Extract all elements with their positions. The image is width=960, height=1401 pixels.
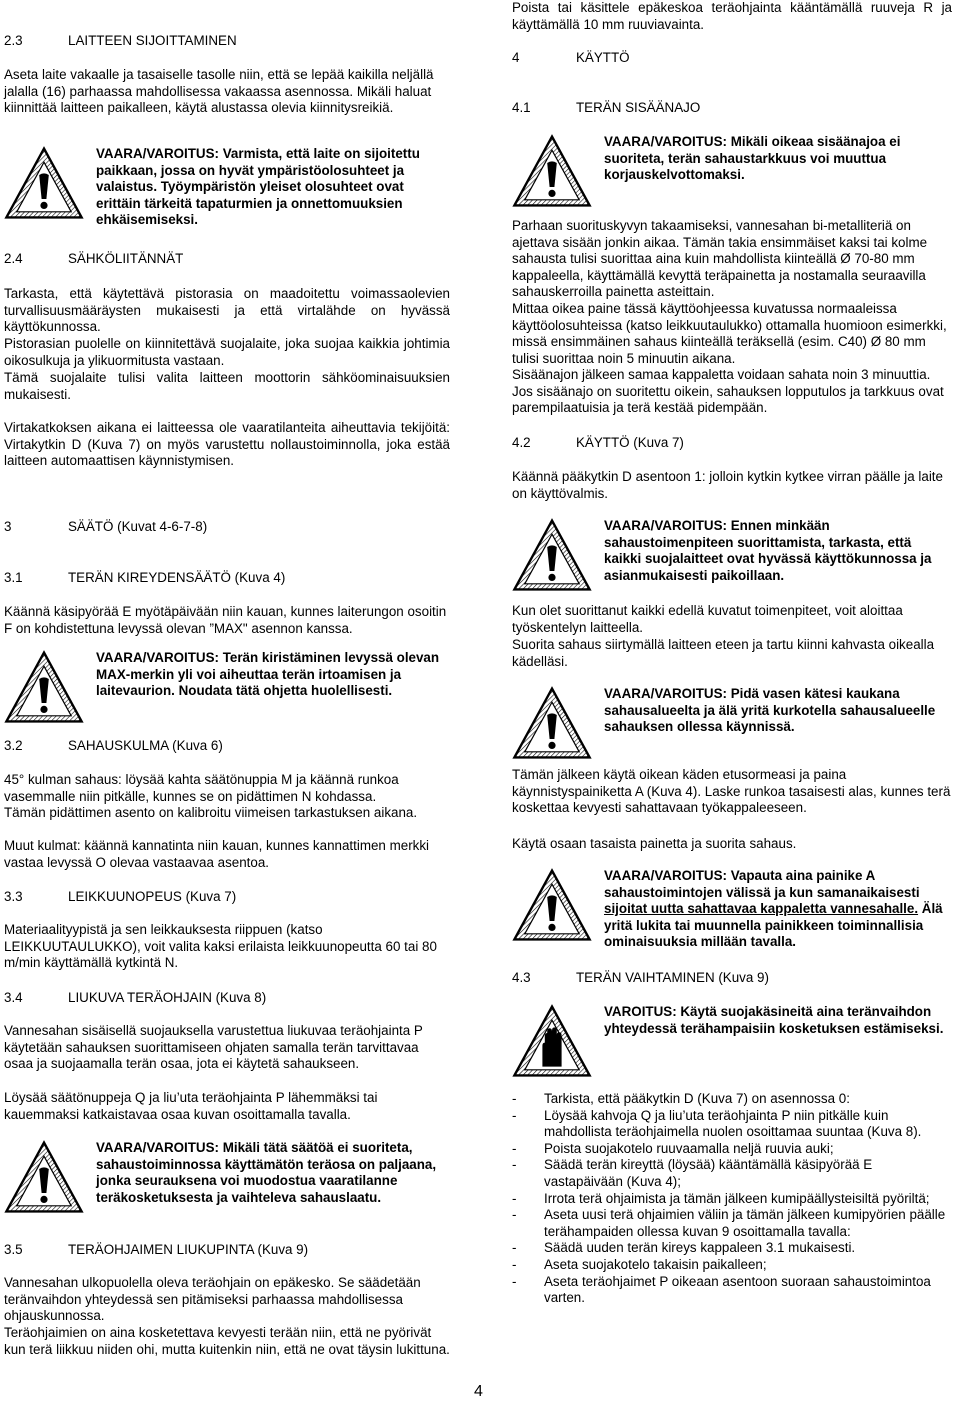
- paragraph: Vannesahan ulkopuolella oleva teräohjain on epäkesko. Se säädetään teränvaihdon yhteydessä sen pitämiseksi parhaassa mahdollisessa ohjauskunnossa.: [4, 1275, 421, 1324]
- warning-text: VAARA/VAROITUS: Mikäli oikeaa sisäänajoa ei suoriteta, terän sahaustarkkuus voi muuttua korjauskelvottomaksi.: [604, 134, 901, 183]
- list-item: - Aseta teräohjaimet P oikeaan asentoon suoraan sahaustoimintoa varten.: [512, 1274, 952, 1307]
- heading-4: 4 KÄYTTÖ: [512, 50, 630, 65]
- paragraph: Tämä suojalaite tulisi valita laitteen moottorin sähköominaisuuksien mukaisesti.: [4, 370, 450, 402]
- heading-3-3: 3.3 LEIKKUUNOPEUS (Kuva 7): [4, 889, 237, 904]
- warning-block: [4, 146, 450, 236]
- paragraph: Löysää säätönuppeja Q ja liu’uta teräohjainta P lähemmäksi tai kauemmaksi katkaistavaa osaa kuvan osoittamalla tavalla.: [4, 1090, 378, 1122]
- paragraph: Sisäänajon jälkeen samaa kappaletta voidaan sahata noin 3 minuuttia. Jos sisäänajo on suoritettu oikein, sahauksen lopputulos ja tarkkuus ovat parempilaatuisia ja terä kestää pidempään.: [512, 367, 944, 416]
- heading-2-4: 2.4 SÄHKÖLIITÄNNÄT: [4, 251, 184, 266]
- blade-change-steps: [512, 1091, 952, 1307]
- warning-block: [4, 1140, 450, 1230]
- heading-4-2: 4.2 KÄYTTÖ (Kuva 7): [512, 435, 684, 450]
- warning-text: VAARA/VAROITUS: Terän kiristäminen levyssä olevan MAX-merkin yli voi aiheuttaa terän irtoamisen ja laitevaurion. Noudata tätä ohjetta huolellisesti.: [96, 650, 440, 699]
- warning-block: [512, 518, 952, 592]
- warning-text: VAROITUS: Käytä suojakäsineitä aina teränvaihdon yhteydessä terähampaisiin kosketuksen estämiseksi.: [604, 1004, 944, 1036]
- paragraph: Tarkasta, että käytettävä pistorasia on maadoitettu voimassaolevien turvallisuusmääräysten mukaisesti ja että virtalähde on hyvässä käyttökunnossa.: [4, 286, 450, 335]
- warning-icon: [4, 1140, 84, 1214]
- paragraph: Materiaalityypistä ja sen leikkauksesta riippuen (katso LEIKKUUTAULUKKO), voit valita kaksi erilaista leikkuunopeutta 60 tai 80 m/min käyttämällä kytkintä N.: [4, 922, 437, 971]
- warning-block: [512, 134, 952, 208]
- paragraph: Aseta laite vakaalle ja tasaiselle tasolle niin, että se lepää kaikilla neljällä jalalla (16) parhaassa mahdollisessa vakaassa asennossa. Mikäli haluat kiinnittää laitteen paikalleen, käytä alustassa olevia kiinnitysreikiä.: [4, 67, 434, 116]
- paragraph: Kun olet suorittanut kaikki edellä kuvatut toimenpiteet, voit aloittaa työskentelyn laitteella.: [512, 603, 903, 635]
- warning-text: VAARA/VAROITUS: Pidä vasen kätesi kaukana sahausalueelta ja älä yritä kurkotella sahausalueelle sahauksen ollessa käynnissä.: [604, 686, 936, 735]
- warning-icon: [512, 134, 592, 208]
- paragraph: Käännä pääkytkin D asentoon 1: jolloin kytkin kytkee virran päälle ja laite on käyttövalmis.: [512, 469, 943, 501]
- list-item: - Irrota terä ohjaimista ja tämän jälkeen kumipäällysteisiltä pyöriltä;: [512, 1191, 952, 1208]
- heading-3-4: 3.4 LIUKUVA TERÄOHJAIN (Kuva 8): [4, 990, 267, 1005]
- heading-2-3: 2.3 LAITTEEN SIJOITTAMINEN: [4, 33, 237, 48]
- paragraph: Muut kulmat: käännä kannatinta niin kauan, kunnes kannattimen merkki vastaa levyssä O olevaa vastaavaa asentoa.: [4, 838, 430, 870]
- list-item: - Aseta uusi terä ohjaimien väliin ja tämän jälkeen kumipyörien päälle terähampaiden ollessa kuvan 9 osoittamalla tavalla:: [512, 1207, 952, 1240]
- heading-4-1: 4.1 TERÄN SISÄÄNAJO: [512, 100, 701, 115]
- paragraph: Mittaa oikea paine tässä käyttöohjeessa kuvatussa normaaleissa käyttöolosuhteissa (katso leikkuutaulukko) ottamalla huomioon esimerkki, missä ensimmäinen sahaus kiinteällä teräksellä (esim. C40) Ø 80 mm tulisi suorittaa noin 5 minuutin aikana.: [512, 301, 947, 366]
- heading-3-1: 3.1 TERÄN KIREYDENSÄÄTÖ (Kuva 4): [4, 570, 286, 585]
- warning-icon: [4, 650, 84, 724]
- paragraph: Käytä osaan tasaista painetta ja suorita sahaus.: [512, 836, 797, 851]
- page-number: 4: [474, 1383, 483, 1400]
- list-item: - Säädä terän kireyttä (löysää) kääntämällä käsipyörää E vastapäivään (Kuva 4);: [512, 1157, 952, 1190]
- paragraph: Tämän pidättimen asento on kalibroitu viimeisen tarkastuksen aikana.: [4, 805, 418, 820]
- stop-hand-icon: [512, 1004, 592, 1078]
- paragraph: Suorita sahaus siirtymällä laitteen eteen ja tartu kiinni kahvasta oikealla kädelläsi.: [512, 637, 935, 669]
- warning-icon: [512, 868, 592, 942]
- heading-3: 3 SÄÄTÖ (Kuvat 4-6-7-8): [4, 519, 208, 534]
- paragraph: 45° kulman sahaus: löysää kahta säätönuppia M ja käännä runkoa vasemmalle niin pitkälle, kunnes se on pidättimen N kohdassa.: [4, 772, 399, 804]
- warning-text: VAARA/VAROITUS: Vapauta aina painike A sahaustoimintojen välissä ja kun samanaikaisesti sijoitat uutta sahattavaa kappaletta vannesahalle. Älä yritä lukita tai muunnella painikkeen toiminnallisia ominaisuuksia millään tavalla.: [604, 868, 943, 950]
- paragraph: Virtakatkoksen aikana ei laitteessa ole vaaratilanteita aiheuttavia tekijöitä: Virtakytkin D (Kuva 7) on myös varustettu nollaustoiminnolla, joka estää laitteen automaattisen käynnistymisen.: [4, 420, 450, 469]
- paragraph: Käännä käsipyörää E myötäpäivään niin kauan, kunnes laiterungon osoitin F on kohdistettuna levyssä olevan ”MAX" asennon kanssa.: [4, 604, 447, 636]
- paragraph: Tämän jälkeen käytä oikean käden etusormeasi ja paina käynnistyspainiketta A (Kuva 4). Laske runkoa tasaisesti alas, kunnes terä koskettaa kevyesti sahattavaan työkappaleeseen.: [512, 767, 951, 816]
- warning-text: VAARA/VAROITUS: Ennen minkään sahaustoimenpiteen suorittamista, tarkasta, että kaikki suojalaitteet ovat hyvässä käyttökunnossa ja asianmukaisesti paikoillaan.: [604, 518, 932, 583]
- list-item: - Säädä uuden terän kireys kappaleen 3.1 mukaisesti.: [512, 1240, 952, 1257]
- list-item: - Aseta suojakotelo takaisin paikalleen;: [512, 1257, 952, 1274]
- warning-block: [512, 686, 952, 760]
- heading-4-3: 4.3 TERÄN VAIHTAMINEN (Kuva 9): [512, 970, 769, 985]
- list-item: - Löysää kahvoja Q ja liu’uta teräohjainta P niin pitkälle kuin mahdollista teräohjaimella nuolen osoittamaa suuntaa (Kuva 8).: [512, 1108, 952, 1141]
- paragraph: Parhaan suorituskyvyn takaamiseksi, vannesahan bi-metalliteriä on ajettava sisään jonkin aikaa. Tämän takia ensimmäiset kaksi tai kolme sahausta tulisi suorittaa aina kuin mahdollista kiinteällä Ø 70-80 mm kappaleella, käyttämällä kevyttä teräpainetta ja nostamalla seuraavilla sahauskerroilla painetta asteittain.: [512, 218, 928, 300]
- warning-text: VAARA/VAROITUS: Varmista, että laite on sijoitettu paikkaan, jossa on hyvät ympäristöolosuhteet ja valaistus. Työympäristön yleiset olosuhteet ovat erittäin tärkeitä tapaturmien ja onnettomuuksien ehkäisemiseksi.: [96, 146, 420, 228]
- paragraph: Teräohjaimien on aina kosketettava kevyesti terään niin, että ne pyörivät kun terä liikkuu niiden ohi, mutta kuitenkin niin, että ne ovat täysin lukittuna.: [4, 1325, 450, 1357]
- warning-icon: [512, 518, 592, 592]
- heading-3-2: 3.2 SAHAUSKULMA (Kuva 6): [4, 738, 223, 753]
- warning-icon: [4, 146, 84, 220]
- paragraph: Poista tai käsittele epäkeskoa teräohjainta kääntämällä ruuveja R ja käyttämällä 10 mm ruuviavainta.: [512, 0, 952, 32]
- list-item: - Poista suojakotelo ruuvaamalla neljä ruuvia auki;: [512, 1141, 952, 1158]
- paragraph: Vannesahan sisäisellä suojauksella varustettua liukuvaa teräohjainta P käytetään sahauksen suorittamiseen ohjaten samalla terän tarvittavaa osaa ja suojaamalla terän osaa, jota ei käytetä sahaukseen.: [4, 1023, 423, 1072]
- warning-block: [4, 650, 450, 730]
- warning-block: [512, 868, 952, 958]
- list-item: - Tarkista, että pääkytkin D (Kuva 7) on asennossa 0:: [512, 1091, 952, 1108]
- warning-block: [512, 1004, 952, 1078]
- paragraph: Pistorasian puolelle on kiinnitettävä suojalaite, joka suojaa kaikkia johtimia oikosulkuja ja ylikuormitusta vastaan.: [4, 336, 450, 368]
- warning-icon: [512, 686, 592, 760]
- warning-text: VAARA/VAROITUS: Mikäli tätä säätöä ei suoriteta, sahaustoiminnossa käyttämätön teräosa on paljaana, jonka seurauksena voi muodostua vaaratilanne teräkosketuksesta ja vaihteleva sahauslaatu.: [96, 1140, 437, 1205]
- heading-3-5: 3.5 TERÄOHJAIMEN LIUKUPINTA (Kuva 9): [4, 1242, 309, 1257]
